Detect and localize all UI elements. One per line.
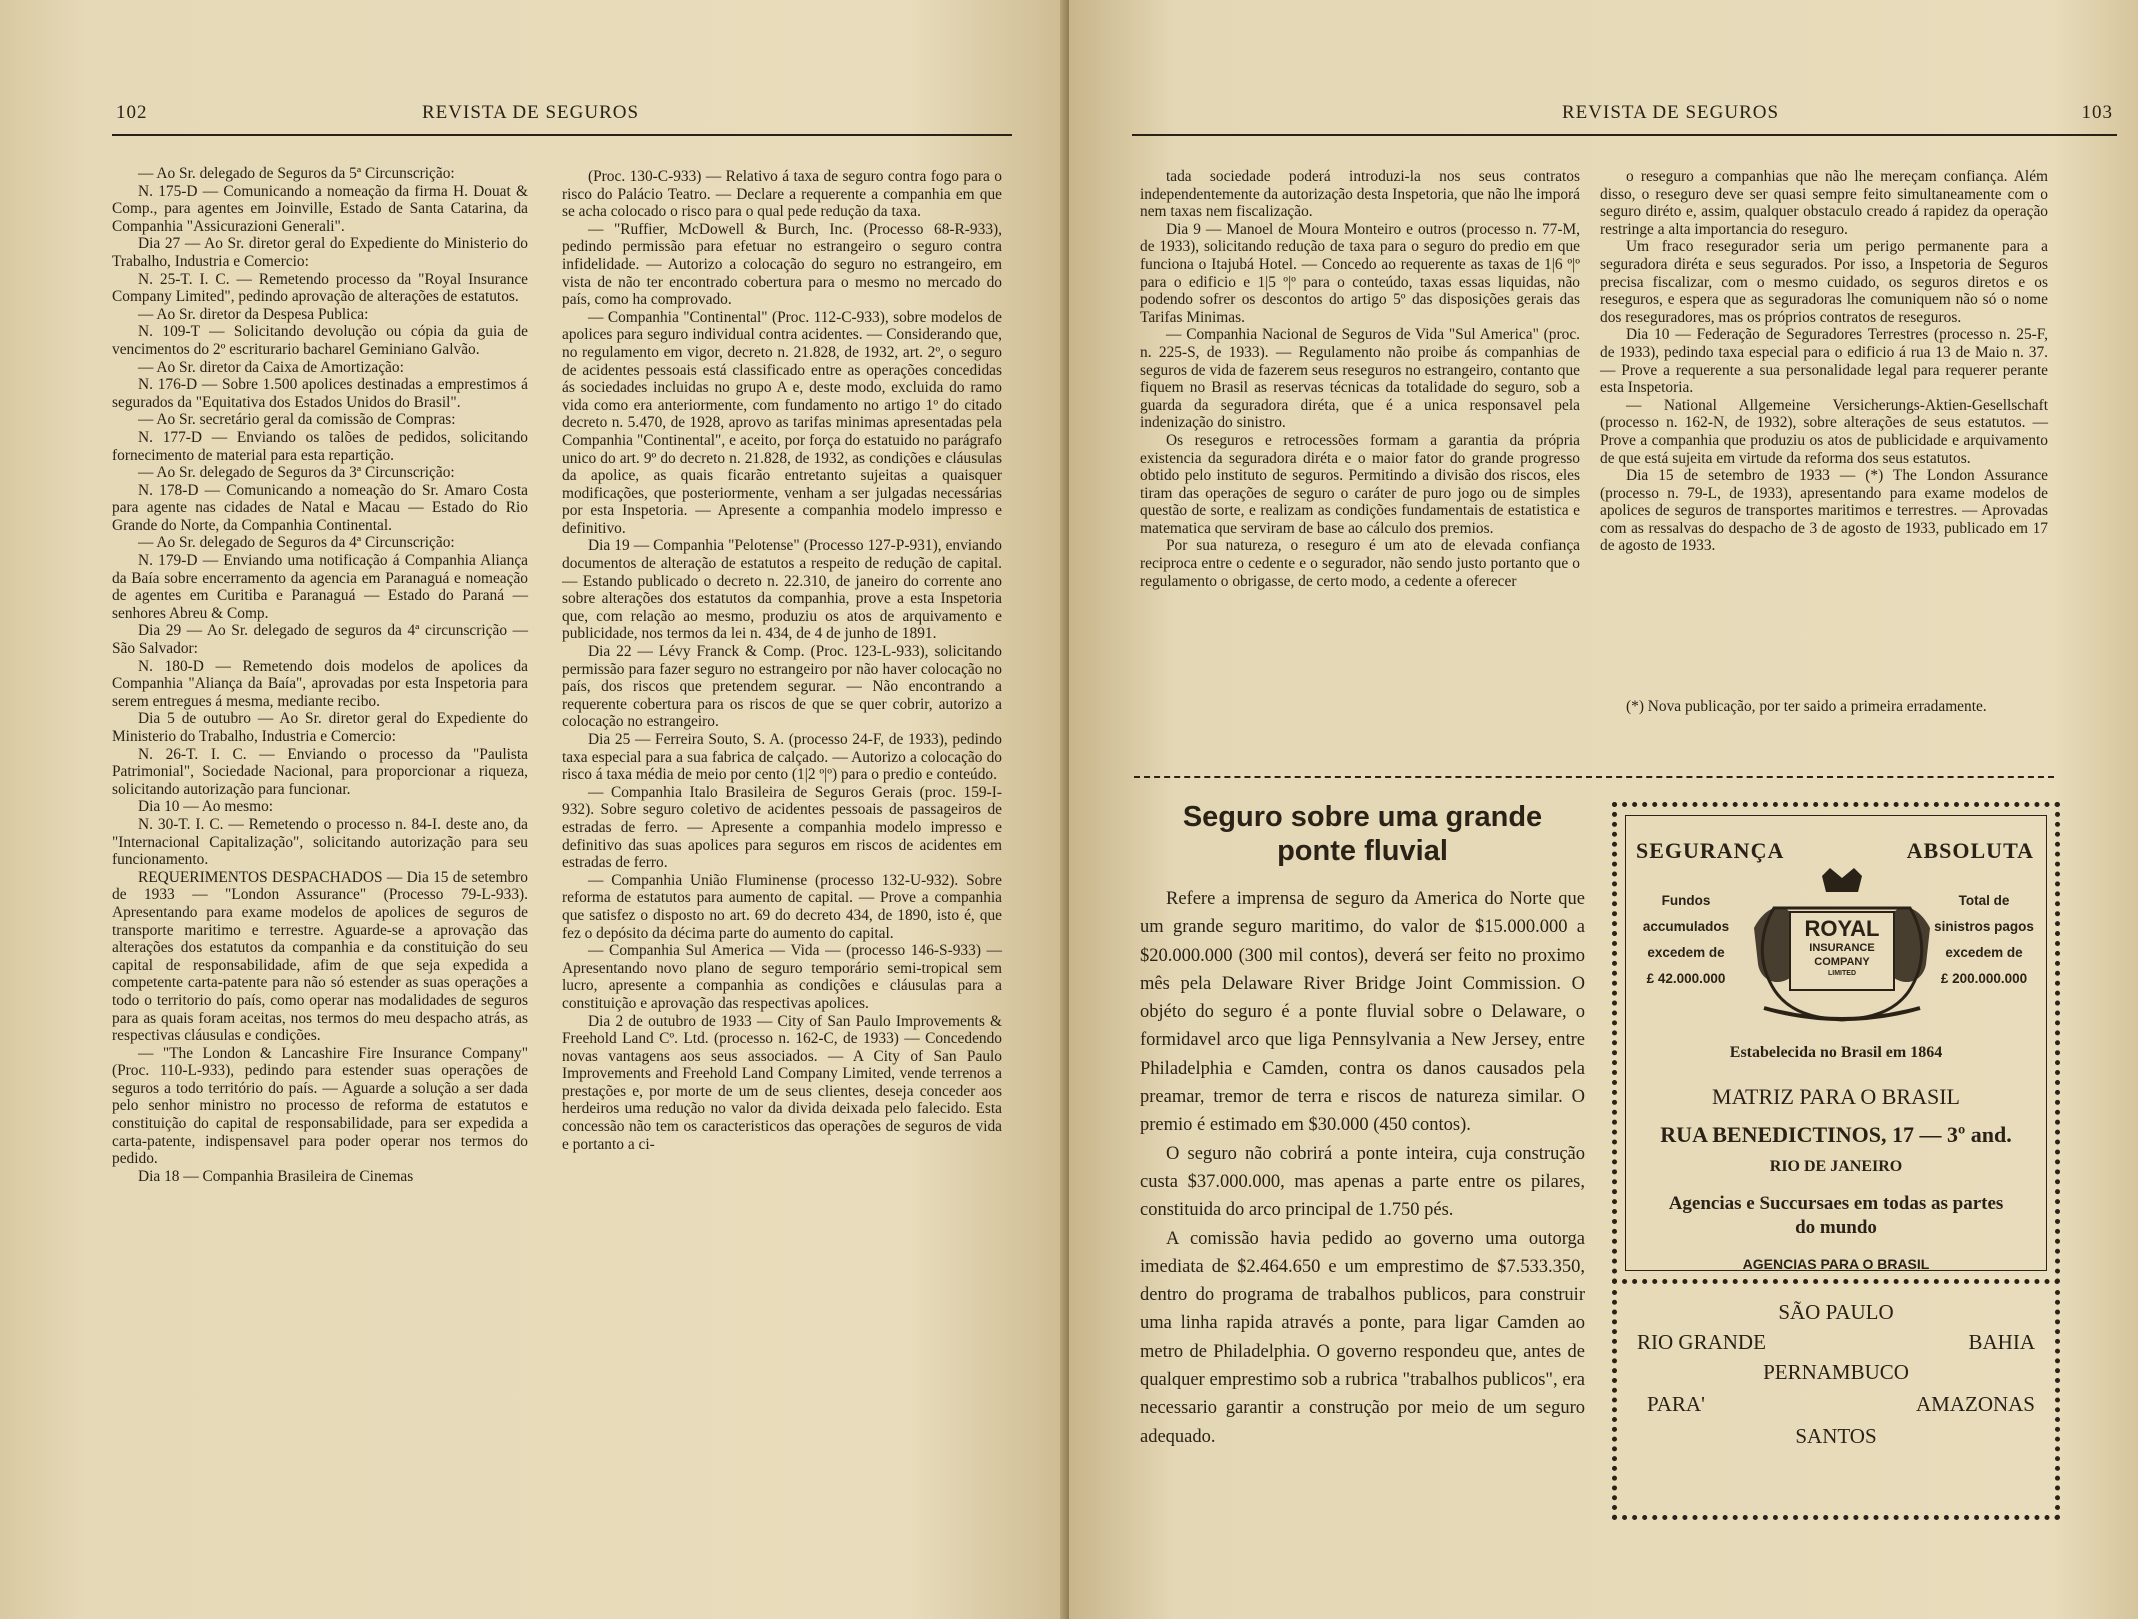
left-col1-paragraph: Dia 27 — Ao Sr. diretor geral do Expediente do Ministerio do Trabalho, Industria e Comercio: — [112, 235, 528, 270]
left-page-number: 102 — [116, 102, 148, 123]
article-title: Seguro sobre uma grande ponte fluvial — [1182, 801, 1543, 867]
ad-frame — [1625, 815, 2047, 1271]
ad-claims-block — [1928, 888, 2040, 992]
left-col1-paragraph: N. 30-T. I. C. — Remetendo o processo n. 84-I. deste ano, da "Internacional Capitalização", solicitando autorização para seu funcionamento. — [112, 815, 528, 869]
royal-insurance-advertisement — [1612, 802, 2060, 1284]
left-col2-paragraph: Dia 2 de outubro de 1933 — City of San Paulo Improvements & Freehold Land Cº. Ltd. (processo n. 162-C, de 1933) — Concedendo novas vantagens aos seus associados. — A City of San Paulo Improvements and Freehold Land Company Limited, vende terrenos a prestações e, por morte de um de seus clientes, deseja conceder aos herdeiros uma redução no valor da divida deixada pelo falecido. Esta concessão não tem os caracteristicos das operações de seguros de vida e portanto a ci- — [562, 1012, 1002, 1153]
right-col1-paragraph: tada sociedade poderá introduzi-la nos seus contratos independentemente da autorização desta Inspetoria, que não lhe imporá nem taxas nem fiscalização. — [1140, 168, 1580, 221]
left-col2-paragraph: — "Ruffier, McDowell & Burch, Inc. (Processo 68-R-933), pedindo permissão para efetuar no estrangeiro o seguro contra infidelidade. — Autorizo a colocação do seguro no estrangeiro, em vista de não ter encontrado cobertura para o mesmo no mercado do país, como ha comprovado. — [562, 220, 1002, 309]
ad-city-amazonas: AMAZONAS — [1915, 1392, 2035, 1416]
article-paragraph: A comissão havia pedido ao governo uma outorga imediata de $2.464.650 e um emprestimo de $7.533.350, dentro do programa de trabalhos publicos, para construir uma linha rapida através a ponte, para ligar Camden ao metro de Philadelphia. O governo respondeu que, antes de qualquer emprestimo sob a rubrica "trabalhos publicos", era necessario garantir a construção por meio de um seguro adequado. — [1140, 1228, 1585, 1447]
ad-address: RUA BENEDICTINOS, 17 — 3º and. — [1660, 1122, 2012, 1147]
left-running-title: REVISTA DE SEGUROS — [422, 102, 640, 123]
section-divider — [1134, 776, 2054, 778]
left-col2-paragraph: Dia 22 — Lévy Franck & Comp. (Proc. 123-L-933), solicitando permissão para fazer seguro no estrangeiro por não haver colocação no país, dos riscos que pretendem segurar. — Não encontrando a requerente cobertura para os riscos de que se quer cobrir, autorizo a colocação no estrangeiro. — [562, 643, 1002, 731]
ad-city-pernambuco: PERNAMBUCO — [1763, 1360, 1909, 1384]
article-body — [1140, 885, 1585, 1451]
left-running-header — [112, 96, 1012, 136]
ad-funds-line-4: £ 42.000.000 — [1646, 971, 1726, 986]
left-col2-paragraph: Dia 25 — Ferreira Souto, S. A. (processo 24-F, de 1933), pedindo taxa especial para a sua fabrica de calçado. — Autorizo a colocação do risco á taxa média de meio por cento (1|2 º|º) para o predio e conteúdo. — [562, 731, 1002, 784]
left-col1-paragraph: — Ao Sr. diretor da Caixa de Amortização: — [138, 358, 404, 376]
left-col1-paragraph: N. 109-T — Solicitando devolução ou cópia da guia de vencimentos do 2º escriturario bacharel Geminiano Galvão. — [112, 323, 528, 358]
left-col1-paragraph: N. 176-D — Sobre 1.500 apolices destinadas a emprestimos á segurados da "Equitativa dos Estados Unidos do Brasil". — [112, 376, 528, 411]
left-col2-paragraph: Dia 19 — Companhia "Pelotense" (Processo 127-P-931), enviando documentos de alteração de estatutos a respeito de redução de capital. — Estando publicado o decreto n. 22.310, de janeiro do corrente ano sobre alterações dos estatutos da companhia, prove a esta Inspetoria que, com relação ao mesmo, produziu os atos de arquivamento e publicidade, nos termos da lei n. 434, de 4 de junho de 1891. — [562, 537, 1002, 643]
ad-city-santos: SANTOS — [1795, 1424, 1877, 1448]
left-col1-paragraph: — Ao Sr. delegado de Seguros da 3ª Circunscrição: — [138, 464, 455, 482]
logo-company: COMPANY — [1814, 956, 1870, 968]
ad-established: Estabelecida no Brasil em 1864 — [1729, 1044, 1943, 1061]
left-col1-paragraph: N. 25-T. I. C. — Remetendo processo da "Royal Insurance Company Limited", pedindo aprovação de alterações de estatutos. — [112, 270, 528, 306]
ad-claims-line-4: £ 200.000.000 — [1940, 971, 2028, 986]
ad-agency-list — [1612, 1290, 2060, 1520]
right-col1-paragraph: Os reseguros e retrocessões formam a garantia da própria existencia da seguradora diréta e o maior fator do grande progresso obtido pelo instituto de seguros. Permitindo a divisão dos riscos, eles tiram das operações de seguro o caráter de puro jogo ou de simples questão de sorte, e realizam as condições fundamentais de estatistica e matematica que serviram de base ao cálculo dos premios. — [1140, 431, 1580, 537]
ad-funds-block — [1634, 888, 1738, 992]
left-col1-paragraph: — Ao Sr. delegado de Seguros da 5ª Circunscrição: — [138, 165, 455, 182]
ad-city: RIO DE JANEIRO — [1769, 1158, 1903, 1175]
left-col1-paragraph: Dia 18 — Companhia Brasileira de Cinemas — [138, 1167, 414, 1185]
right-col2-paragraph: — National Allgemeine Versicherungs-Aktien-Gesellschaft (processo n. 162-N, de 1932), sobre alterações de seus estatutos. — Prove a companhia que produziu os atos de publicidade e arquivamento de que está sujeita em virtude da reforma dos seus estatutos. — [1600, 396, 2048, 467]
left-column-2 — [562, 168, 1002, 1153]
ad-matriz: MATRIZ PARA O BRASIL — [1712, 1084, 1960, 1109]
right-col2-paragraph: o reseguro a companhias que não lhe mereçam confiança. Além disso, o reseguro deve ser quasi sempre feito simultaneamente com o seguro diréto e, assim, qualquer obstaculo creado á rapidez da operação restringe a alta importancia do reseguro. — [1600, 168, 2048, 238]
logo-royal: ROYAL — [1804, 916, 1880, 941]
left-col1-paragraph: Dia 29 — Ao Sr. delegado de seguros da 4ª circunscrição — São Salvador: — [112, 622, 528, 658]
right-col2-paragraph: Um fraco resegurador seria um perigo permanente para a seguradora diréta e seus segurados. Por isso, a Inspetoria de Seguros precisa fiscalizar, com o mesmo cuidado, os seguros diretos e os reseguros, e espera que as seguradoras lhe comuniquem não só o nome dos reseguradores, mas os próprios contratos de reseguros. — [1600, 238, 2048, 326]
ad-funds-line-2: accumulados — [1642, 919, 1730, 934]
right-col2-paragraph: Dia 15 de setembro de 1933 — (*) The London Assurance (processo n. 79-L, de 1933), apresentando para exame modelos de apolices de seguros de transportes maritimos e terrestres. — Aprovadas com as ressalvas do despacho de 3 de agosto de 1933, publicado em 17 de agosto de 1933. — [1600, 467, 2048, 555]
right-col1-paragraph: Dia 9 — Manoel de Moura Monteiro e outros (processo n. 77-M, de 1933), solicitando redução de taxa para o seguro do predio em que funciona o Itajubá Hotel. — Concedo ao requerente as taxas de 1|6 º|º para o edificio e 1|5 º|º para o conteúdo, taxas essas liquidas, não podendo sofrer os descontos do artigo 5º das disposições gerais das Tarifas Minimas. — [1140, 220, 1580, 326]
left-col2-paragraph: (Proc. 130-C-933) — Relativo á taxa de seguro contra fogo para o risco do Palácio Teatro. — Declare a requerente a companhia em que se acha colocado o risco para o qual pede redução da taxa. — [562, 168, 1002, 221]
article-paragraph: Refere a imprensa de seguro da America do Norte que um grande seguro maritimo, do valor de $15.000.000 a $20.000.000 (300 mil contos), deverá ser feito no proximo mês pela Delaware River Bridge Joint Commission. O objéto do seguro é a ponte fluvial sobre o Delaware, o formidavel arco que liga Pennsylvania a New Jersey, entre Philadelphia e Camden, contra os danos causados pela preamar, tremor de terra e riscos de natureza similar. O premio é estimado em $30.000 (450 contos). — [1140, 889, 1585, 1136]
left-col1-paragraph: N. 180-D — Remetendo dois modelos de apolices da Companhia "Aliança da Baía", aprovadas por esta Inspetoria para serem entregues á mesma, mediante recibo. — [112, 657, 528, 710]
ad-headline-left: SEGURANÇA — [1636, 838, 1785, 863]
right-column-1 — [1140, 168, 1580, 590]
ad-city-bahia: BAHIA — [1968, 1330, 2035, 1354]
left-col1-paragraph: N. 26-T. I. C. — Enviando o processo da "Paulista Patrimonial", Sociedade Nacional, para proporcionar a riqueza, solicitando autorização para funcionar. — [112, 745, 528, 798]
right-column-2 — [1600, 168, 2048, 555]
left-col1-paragraph: — "The London & Lancashire Fire Insurance Company" (Proc. 110-L-933), pedindo para estender suas operações de seguros a todo território do país. — Aguarde a solução a ser dada pelo senhor ministro no processo de reforma de estatutos e constituição do capital de responsabilidade, para ser expedida a carta-patente, indispensavel para poder operar nos termos do pedido. — [112, 1044, 528, 1168]
right-running-title: REVISTA DE SEGUROS — [1562, 102, 1780, 123]
left-col2-paragraph: — Companhia Sul America — Vida — (processo 146-S-933) — Apresentando novo plano de seguro temporário semi-tropical sem lucro, apresente a companhia as condições e cláusulas para a constituição e aprovação das respectivas apolices. — [562, 942, 1002, 1012]
left-column-1 — [112, 165, 528, 1185]
ad-city-rio-grande: RIO GRANDE — [1637, 1330, 1766, 1354]
right-col2-paragraph: Dia 10 — Federação de Seguradores Terrestres (processo n. 25-F, de 1933), pedindo taxa especial para o edificio á rua 13 de Maio n. 37. — Prove a requerente a sua personalidade legal para requerer perante esta Inspetoria. — [1600, 326, 2048, 397]
left-col1-paragraph: Dia 10 — Ao mesmo: — [138, 798, 274, 816]
left-col1-paragraph: — Ao Sr. diretor da Despesa Publica: — [138, 305, 369, 323]
footnote — [1600, 698, 2048, 716]
ad-claims-line-1: Total de — [1958, 893, 2010, 908]
left-col2-paragraph: — Companhia União Fluminense (processo 132-U-932). Sobre reforma de estatutos para aumento de capital. — Prove a companhia que satisfez o disposto no art. 69 do decreto 434, de 1890, isto é, que fez o depósito da décima parte do aumento do capital. — [562, 871, 1002, 942]
left-col1-paragraph: N. 178-D — Comunicando a nomeação do Sr. Amaro Costa para agente nas cidades de Natal e Macau — Estado do Rio Grande do Norte, da Companhia Continental. — [112, 481, 528, 534]
ad-city-para: PARA' — [1647, 1392, 1705, 1416]
ad-funds-line-3: excedem de — [1647, 945, 1725, 960]
left-col1-paragraph: N. 177-D — Enviando os talões de pedidos, solicitando fornecimento de material para esta repartição. — [112, 428, 528, 464]
ad-city-sao-paulo: SÃO PAULO — [1778, 1300, 1894, 1324]
ad-claims-line-2: sinistros pagos — [1934, 919, 2034, 934]
footnote-text: (*) Nova publicação, por ter saido a primeira erradamente. — [1626, 698, 1987, 715]
logo-insurance: INSURANCE — [1809, 942, 1875, 954]
left-col1-paragraph: — Ao Sr. secretário geral da comissão de Compras: — [138, 411, 456, 429]
left-col2-paragraph: — Companhia Italo Brasileira de Seguros Gerais (proc. 159-I-932). Sobre seguro coletivo de acidentes pessoais de passageiros de estradas de ferro. — Apresente a companhia modelo impresso e definitivo das suas apolices para seguros em riscos de acidentes em estradas de ferro. — [562, 783, 1002, 872]
right-col1-paragraph: Por sua natureza, o reseguro é um ato de elevada confiança reciproca entre o cedente e o segurador, não sendo justo portanto que o regulamento o obrigasse, de certo modo, a cedente a oferecer — [1140, 537, 1580, 590]
left-col1-paragraph: REQUERIMENTOS DESPACHADOS — Dia 15 de setembro de 1933 — "London Assurance" (Processo 79-L-933). Apresentando para exame modelos de apolices de seguros de transporte maritimo e terrestre. Aguarde-se a aprovação das alterações dos estatutos da companhia e da constituição do seu capital de responsabilidade, afim de que seja expedida a competente carta-patente para não só estender as suas operações a todo o territorio do país, como operar nas modalidades de seguros para as quais foram aceitas, nos termos do meu despacho atrás, as respectivas cláusulas e condições. — [112, 868, 528, 1045]
left-col1-paragraph: N. 175-D — Comunicando a nomeação da firma H. Douat & Comp., para agentes em Joinville, Estado de Santa Catarina, da Companhia "Assicurazioni Generali". — [112, 182, 528, 235]
left-col1-paragraph: Dia 5 de outubro — Ao Sr. diretor geral do Expediente do Ministerio do Trabalho, Industria e Comercio: — [112, 710, 528, 745]
article-paragraph: O seguro não cobrirá a ponte inteira, cuja construção custa $37.000.000, mas apenas a parte entre os pilares, constituida do arco principal de 1.750 pés. — [1140, 1143, 1585, 1221]
right-running-header — [1132, 96, 2117, 136]
left-col1-paragraph: N. 179-D — Enviando uma notificação á Companhia Aliança da Baía sobre encerramento da agencia em Paranaguá e nomeação de agentes em Curitiba e Paranaguá — Estado do Paraná — senhores Abreu & Comp. — [112, 552, 528, 622]
right-col1-paragraph: — Companhia Nacional de Seguros de Vida "Sul America" (proc. n. 225-S, de 1933). — Regulamento não proibe ás companhias de seguros de vida de fazerem seus reseguros no estrangeiro, contanto que fiquem no Brasil as reservas técnicas da totalidade do seguro, sob a guarda da seguradora diréta, que é a unica responsavel pela indenização do sinistro. — [1140, 326, 1580, 432]
ad-headline-right: ABSOLUTA — [1906, 838, 2034, 863]
left-col2-paragraph: — Companhia "Continental" (Proc. 112-C-933), sobre modelos de apolices para seguro individual contra acidentes. — Considerando que, no regulamento em vigor, decreto n. 21.828, de 1932, art. 2º, o seguro de acidentes pessoais está classificado entre as operações concedidas ás sociedades incluidas no grupo A e, deste modo, excluida do ramo vida como era anteriormente, com fundamento no artigo 1º do citado decreto n. 5.470, de 1928, aprovo as tarifas minimas apresentadas pela Companhia "Continental", e aceito, por força do estatuido no parágrafo unico do art. 9º do decreto n. 21.828, de 1932, as condições e cláusulas da apolice, as quais ficarão entretanto sujeitas a quaisquer modificações, que posteriormente, venham a ser julgadas necessárias por esta Inspetoria. — Apresente a companhia modelo impresso e definitivo. — [562, 308, 1002, 537]
ad-agencies-worldwide: Agencias e Succursaes em todas as partes do mundo — [1668, 1193, 2004, 1238]
right-page-number: 103 — [2081, 102, 2113, 123]
ad-agencies-title: AGENCIAS PARA O BRASIL — [1742, 1256, 1930, 1272]
ad-funds-line-1: Fundos — [1661, 893, 1711, 908]
logo-limited: LIMITED — [1828, 970, 1856, 977]
ad-claims-line-3: excedem de — [1945, 945, 2023, 960]
left-col1-paragraph: — Ao Sr. delegado de Seguros da 4ª Circunscrição: — [138, 534, 455, 552]
